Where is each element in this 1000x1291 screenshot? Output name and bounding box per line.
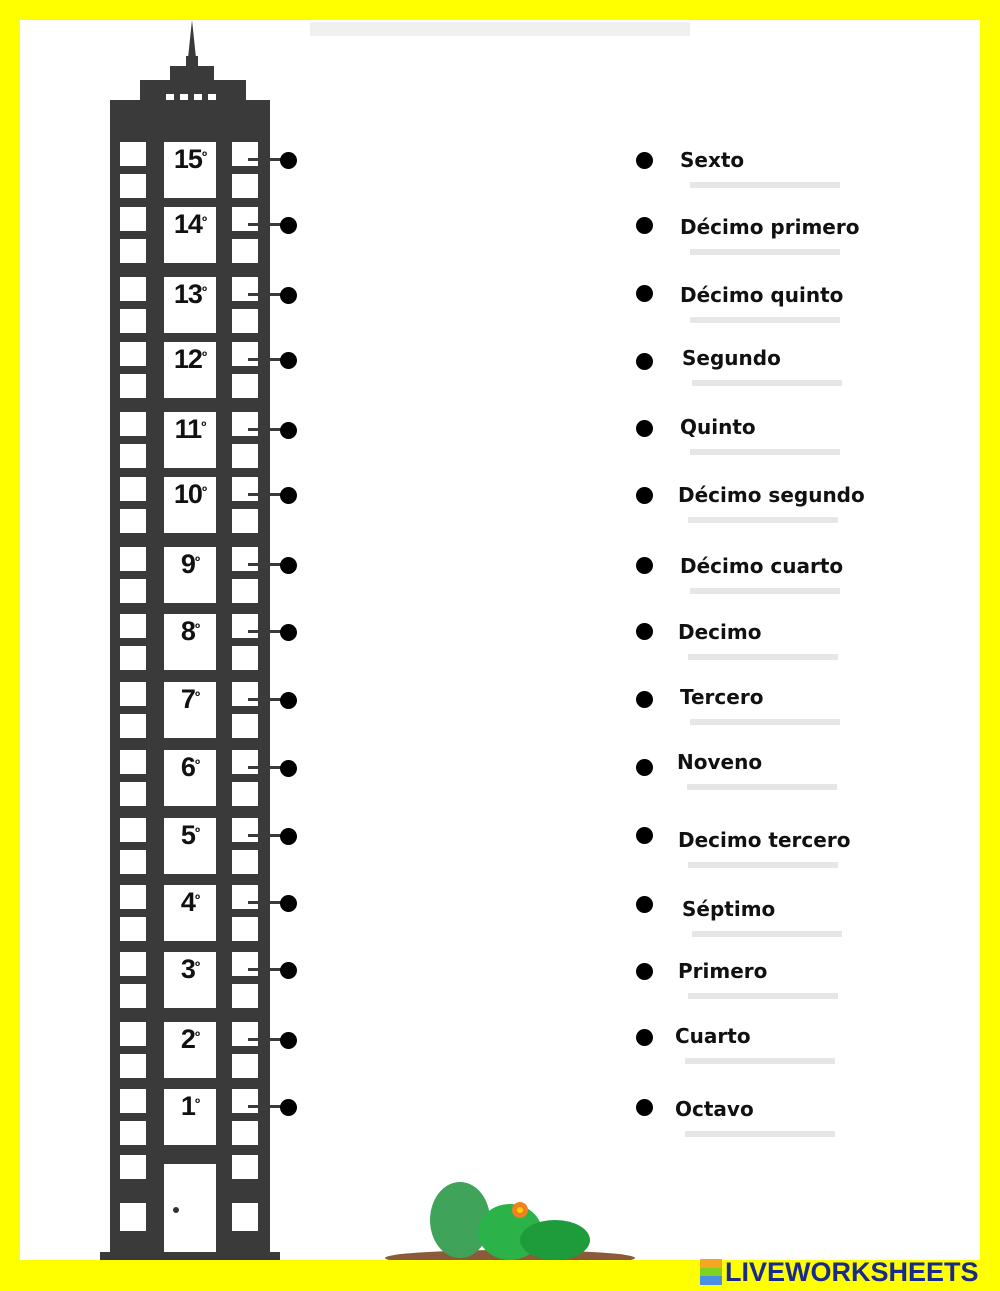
word-match-dot[interactable] bbox=[636, 285, 653, 302]
floor-match-dot[interactable] bbox=[280, 152, 297, 169]
floor-label bbox=[167, 479, 213, 509]
faded-text-line bbox=[690, 588, 840, 594]
floor-label bbox=[167, 279, 213, 309]
word-match-dot[interactable] bbox=[636, 353, 653, 370]
floor-label bbox=[167, 1024, 213, 1054]
ordinal-word: Tercero bbox=[680, 685, 764, 709]
ordinal-suffix: º bbox=[194, 891, 200, 907]
word-match-dot[interactable] bbox=[636, 691, 653, 708]
ordinal-word: Décimo segundo bbox=[678, 483, 865, 507]
floor-match-dot[interactable] bbox=[280, 487, 297, 504]
faded-header-text bbox=[310, 22, 690, 36]
faded-text-line bbox=[688, 862, 838, 868]
word-match-dot[interactable] bbox=[636, 217, 653, 234]
floor-match-dot[interactable] bbox=[280, 352, 297, 369]
floor-number: 7 bbox=[180, 684, 195, 714]
ordinal-suffix: º bbox=[194, 620, 200, 636]
ordinal-suffix: º bbox=[194, 1028, 200, 1044]
floor-label bbox=[167, 209, 213, 239]
ordinal-word: Primero bbox=[678, 959, 768, 983]
faded-text-line bbox=[688, 993, 838, 999]
faded-text-line bbox=[685, 1058, 835, 1064]
faded-text-line bbox=[690, 182, 840, 188]
faded-text-line bbox=[692, 380, 842, 386]
ordinal-suffix: º bbox=[194, 958, 200, 974]
floor-label bbox=[167, 549, 213, 579]
floor-number: 2 bbox=[180, 1024, 195, 1054]
word-match-dot[interactable] bbox=[636, 487, 653, 504]
floor-number: 8 bbox=[180, 616, 195, 646]
ordinal-word: Cuarto bbox=[675, 1024, 751, 1048]
floor-label bbox=[167, 144, 213, 174]
floor-label bbox=[167, 1091, 213, 1121]
faded-text-line bbox=[692, 931, 842, 937]
ordinal-word: Noveno bbox=[677, 750, 763, 774]
ordinal-word: Segundo bbox=[682, 346, 781, 370]
floor-match-dot[interactable] bbox=[280, 1032, 297, 1049]
ordinal-word: Octavo bbox=[675, 1097, 754, 1121]
floor-number: 12 bbox=[173, 344, 202, 374]
floor-label bbox=[167, 887, 213, 917]
faded-text-line bbox=[688, 517, 838, 523]
ordinal-suffix: º bbox=[201, 213, 207, 229]
ordinal-suffix: º bbox=[194, 1095, 200, 1111]
ordinal-word: Décimo primero bbox=[680, 215, 860, 239]
floor-match-dot[interactable] bbox=[280, 557, 297, 574]
floor-label bbox=[167, 752, 213, 782]
word-match-dot[interactable] bbox=[636, 963, 653, 980]
ordinal-suffix: º bbox=[194, 824, 200, 840]
floor-label bbox=[167, 616, 213, 646]
floor-match-dot[interactable] bbox=[280, 828, 297, 845]
ordinal-word: Sexto bbox=[680, 148, 745, 172]
footer-brand-text: LIVEWORKSHEETS bbox=[725, 1256, 979, 1287]
liveworksheets-logo-icon bbox=[700, 1259, 722, 1285]
floor-label bbox=[167, 954, 213, 984]
ordinal-suffix: º bbox=[201, 483, 207, 499]
ordinal-word: Quinto bbox=[680, 415, 756, 439]
faded-text-line bbox=[688, 654, 838, 660]
floor-number: 3 bbox=[180, 954, 195, 984]
floor-number: 5 bbox=[180, 820, 195, 850]
floor-match-dot[interactable] bbox=[280, 760, 297, 777]
faded-text-line bbox=[690, 719, 840, 725]
floor-label bbox=[167, 414, 213, 444]
word-match-dot[interactable] bbox=[636, 827, 653, 844]
ordinal-word: Décimo cuarto bbox=[680, 554, 844, 578]
word-match-dot[interactable] bbox=[636, 623, 653, 640]
faded-text-line bbox=[687, 784, 837, 790]
ordinal-suffix: º bbox=[194, 553, 200, 569]
footer-brand[interactable] bbox=[700, 1257, 979, 1287]
floor-match-dot[interactable] bbox=[280, 624, 297, 641]
word-match-dot[interactable] bbox=[636, 1029, 653, 1046]
faded-text-line bbox=[690, 449, 840, 455]
ordinal-suffix: º bbox=[194, 688, 200, 704]
ordinal-suffix: º bbox=[201, 418, 206, 434]
floor-match-dot[interactable] bbox=[280, 692, 297, 709]
ordinal-word: Séptimo bbox=[682, 897, 776, 921]
floor-number: 4 bbox=[180, 887, 195, 917]
floor-match-dot[interactable] bbox=[280, 962, 297, 979]
floor-match-dot[interactable] bbox=[280, 287, 297, 304]
word-match-dot[interactable] bbox=[636, 152, 653, 169]
ordinal-suffix: º bbox=[194, 756, 200, 772]
floor-label bbox=[167, 684, 213, 714]
floor-match-dot[interactable] bbox=[280, 422, 297, 439]
floor-number: 15 bbox=[173, 144, 202, 174]
floor-number: 9 bbox=[180, 549, 195, 579]
ordinal-suffix: º bbox=[201, 283, 207, 299]
floor-number: 11 bbox=[174, 414, 202, 444]
floor-label bbox=[167, 820, 213, 850]
ordinal-word: Decimo tercero bbox=[678, 828, 851, 852]
bush-illustration bbox=[380, 1180, 640, 1260]
worksheet-sheet bbox=[20, 20, 980, 1260]
floor-number: 6 bbox=[180, 752, 195, 782]
floor-number: 13 bbox=[173, 279, 202, 309]
faded-text-line bbox=[685, 1131, 835, 1137]
word-match-dot[interactable] bbox=[636, 557, 653, 574]
floor-match-dot[interactable] bbox=[280, 895, 297, 912]
ordinal-word: Décimo quinto bbox=[680, 283, 844, 307]
word-match-dot[interactable] bbox=[636, 759, 653, 776]
faded-text-line bbox=[690, 317, 840, 323]
floor-number: 14 bbox=[173, 209, 202, 239]
floor-number: 1 bbox=[180, 1091, 195, 1121]
floor-match-dot[interactable] bbox=[280, 1099, 297, 1116]
floor-label bbox=[167, 344, 213, 374]
floor-match-dot[interactable] bbox=[280, 217, 297, 234]
ordinal-suffix: º bbox=[201, 148, 207, 164]
ordinal-suffix: º bbox=[201, 348, 207, 364]
word-match-dot[interactable] bbox=[636, 896, 653, 913]
word-match-dot[interactable] bbox=[636, 1099, 653, 1116]
faded-text-line bbox=[690, 249, 840, 255]
word-match-dot[interactable] bbox=[636, 420, 653, 437]
ordinal-word: Decimo bbox=[678, 620, 762, 644]
floor-number: 10 bbox=[173, 479, 202, 509]
